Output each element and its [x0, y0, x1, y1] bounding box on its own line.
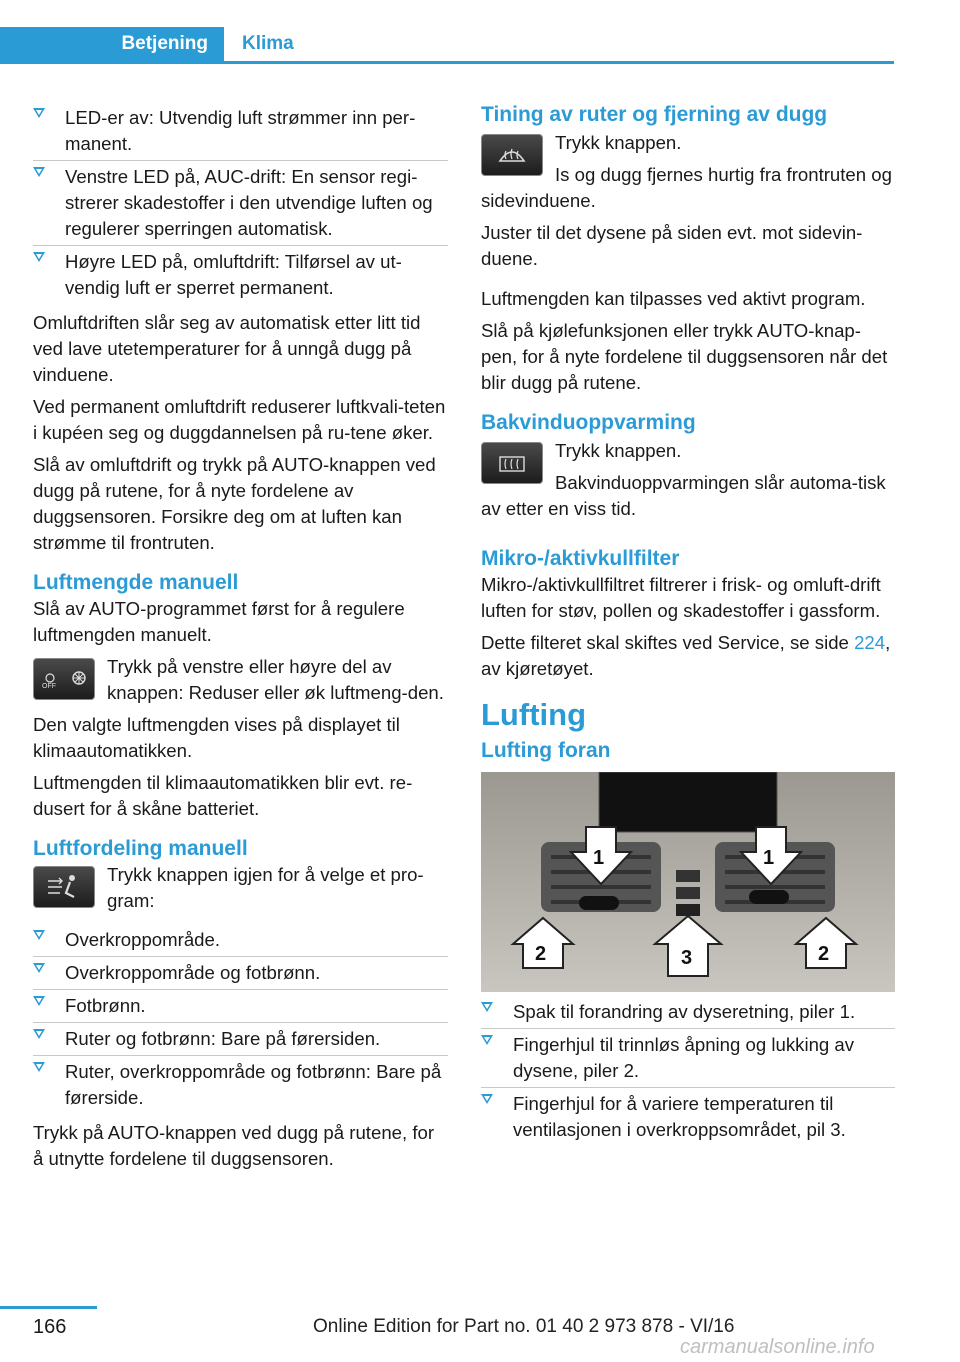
paragraph: Ved permanent omluftdrift reduserer luftkvali-teten i kupéen seg og duggdannelsen på ru-tene øker. [33, 396, 446, 443]
svg-text:2: 2 [535, 943, 547, 965]
airflow-button-row [33, 862, 448, 920]
list-item [481, 1029, 895, 1088]
heading-lufting: Lufting [481, 697, 587, 732]
paragraph: Juster til det dysene på siden evt. mot sidevin-duene. [481, 222, 863, 269]
bullet-triangle-icon [33, 108, 45, 118]
list-item-text: Spak til forandring av dyseretning, piler 1. [513, 1001, 856, 1022]
fan-speed-button-icon [33, 658, 95, 700]
paragraph: Trykk knappen. [555, 440, 682, 461]
svg-text:1: 1 [593, 847, 605, 869]
list-item-text: Overkroppområde og fotbrønn. [65, 962, 321, 983]
list-item-text: Fotbrønn. [65, 995, 146, 1016]
list-item-text: LED-er av: Utvendig luft strømmer inn per-manent. [65, 107, 416, 154]
bullet-triangle-icon [33, 930, 45, 940]
list-item [33, 924, 448, 957]
heading-luftmengde: Luftmengde manuell [33, 571, 239, 594]
list-item [481, 1088, 895, 1146]
paragraph: Den valgte luftmengden vises på displayet til klimaautomatikken. [33, 714, 400, 761]
svg-text:1: 1 [763, 847, 775, 869]
air-distribution-button-icon [33, 866, 95, 908]
paragraph: Slå av omluftdrift og trykk på AUTO-knappen ved dugg på rutene, for å nyte fordelene av duggsensoren. Forsikre deg om at luften kan strømme til frontruten. [33, 454, 436, 553]
bullet-triangle-icon [33, 167, 45, 177]
footer-rule [0, 1306, 97, 1309]
heading-mikrofilter: Mikro-/aktivkullfilter [481, 547, 680, 570]
paragraph: Slå på kjølefunksjonen eller trykk AUTO-knap-pen, for å nyte fordelene til duggsensoren når det blir dugg på rutene. [481, 320, 888, 393]
list-item [33, 161, 448, 246]
list-item [33, 990, 448, 1023]
tab-betjening[interactable]: Betjening [0, 27, 224, 61]
text-span: Dette filteret skal skiftes ved Service, se side [481, 632, 855, 653]
rear-heat-button-row [481, 438, 895, 528]
bullet-triangle-icon [481, 1002, 493, 1012]
list-item-text: Ruter og fotbrønn: Bare på førersiden. [65, 1028, 381, 1049]
list-item [33, 957, 448, 990]
rear-window-heater-button-icon [481, 442, 543, 484]
paragraph: Trykk på AUTO-knappen ved dugg på rutene, for å utnytte fordelene til duggsensoren. [33, 1122, 435, 1169]
fan-button-row [33, 654, 448, 712]
paragraph: Bakvinduoppvarmingen slår automa-tisk av etter en viss tid. [481, 472, 886, 519]
list-item-text: Fingerhjul til trinnløs åpning og lukking av dysene, piler 2. [513, 1034, 855, 1081]
text-span: , av kjøretøyet. [481, 632, 891, 679]
paragraph: Mikro-/aktivkullfiltret filtrerer i frisk- og omluft-drift luften for støv, pollen og skadestoffer i gassform. [481, 574, 881, 621]
list-item [33, 102, 448, 161]
paragraph: Trykk på venstre eller høyre del av knappen: Reduser eller øk luftmeng-den. [107, 656, 444, 703]
list-item [33, 1023, 448, 1056]
vent-controls-list [481, 996, 895, 1146]
paragraph: Trykk knappen. [555, 132, 682, 153]
right-column [481, 102, 895, 1152]
online-edition-note: Online Edition for Part no. 01 40 2 973 878 - VI/16 [313, 1316, 735, 1337]
list-item [481, 996, 895, 1029]
paragraph: Luftmengden kan tilpasses ved aktivt program. [481, 288, 866, 309]
heading-lufting-foran: Lufting foran [481, 739, 611, 762]
list-item-text: Fingerhjul for å variere temperaturen til ventilasjonen i overkroppsområdet, pil 3. [513, 1093, 846, 1140]
left-column [33, 102, 448, 1178]
bullet-triangle-icon [33, 1029, 45, 1039]
bullet-triangle-icon [33, 963, 45, 973]
bullet-triangle-icon [33, 252, 45, 262]
page-link[interactable]: 224 [854, 632, 886, 653]
paragraph [481, 630, 895, 682]
paragraph: Omluftdriften slår seg av automatisk etter litt tid ved lave utetemperaturer for å unngå dugg på vinduene. [33, 312, 421, 385]
svg-text:2: 2 [818, 943, 830, 965]
bullet-triangle-icon [33, 996, 45, 1006]
heading-luftfordeling: Luftfordeling manuell [33, 837, 248, 860]
paragraph: Trykk knappen igjen for å velge et pro-gram: [107, 864, 424, 911]
led-status-list [33, 102, 448, 304]
tab-klima[interactable]: Klima [242, 33, 294, 54]
bullet-triangle-icon [481, 1035, 493, 1045]
defrost-button-row [481, 130, 895, 220]
watermark: carmanualsonline.info [680, 1336, 875, 1358]
svg-text:OFF: OFF [42, 683, 56, 690]
paragraph: Slå av AUTO-programmet først for å regulere luftmengden manuelt. [33, 598, 405, 645]
list-item-text: Overkroppområde. [65, 929, 221, 950]
svg-text:3: 3 [681, 947, 693, 969]
list-item [33, 246, 448, 304]
heading-bakvindu: Bakvinduoppvarming [481, 411, 696, 434]
bullet-triangle-icon [33, 1062, 45, 1072]
page-number: 166 [33, 1316, 67, 1338]
distribution-program-list [33, 924, 448, 1114]
paragraph: Luftmengden til klimaautomatikken blir evt. re-dusert for å skåne batteriet. [33, 772, 413, 819]
front-defrost-button-icon [481, 134, 543, 176]
bullet-triangle-icon [481, 1094, 493, 1104]
list-item-text: Ruter, overkroppområde og fotbrønn: Bare på førerside. [65, 1061, 442, 1108]
dashboard-vents-photo [481, 772, 895, 992]
heading-tining: Tining av ruter og fjerning av dugg [481, 103, 828, 126]
header-tabbar [0, 27, 894, 64]
list-item [33, 1056, 448, 1114]
paragraph: Is og dugg fjernes hurtig fra frontruten og sidevinduene. [481, 164, 892, 211]
list-item-text: Høyre LED på, omluftdrift: Tilførsel av ut-vendig luft er sperret permanent. [65, 251, 402, 298]
list-item-text: Venstre LED på, AUC-drift: En sensor regi-strerer skadestoffer i den utvendige luften og regulerer sperringen automatisk. [65, 166, 433, 239]
